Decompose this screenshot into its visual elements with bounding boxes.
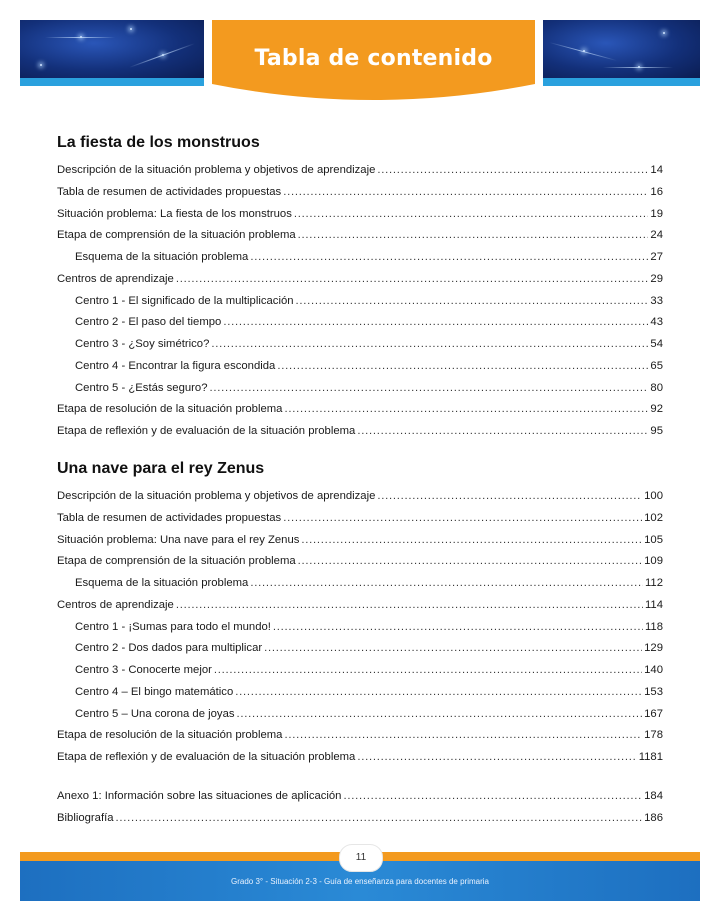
toc-entry-page: 167 xyxy=(644,707,663,720)
toc-entry[interactable] xyxy=(57,356,663,378)
toc-leader-dots xyxy=(210,378,649,400)
toc-entry[interactable] xyxy=(57,486,663,508)
toc-entry-page: 43 xyxy=(650,316,663,329)
header-decor-right xyxy=(543,20,700,78)
toc-leader-dots xyxy=(284,399,648,421)
toc-entry-label: Esquema de la situación problema xyxy=(75,577,249,589)
toc-entry[interactable] xyxy=(57,378,663,400)
toc-entry-page: 186 xyxy=(644,811,663,824)
toc-leader-dots xyxy=(277,356,648,378)
toc-entry-label: Centro 5 – Una corona de joyas xyxy=(75,707,235,720)
toc-entry[interactable] xyxy=(57,595,663,617)
toc-entry-page: 27 xyxy=(650,251,663,263)
toc-entry-label: Situación problema: La fiesta de los monstruos xyxy=(57,207,292,220)
toc-leader-dots xyxy=(343,786,642,808)
toc-entry-label: Centro 2 - Dos dados para multiplicar xyxy=(75,642,263,655)
toc-entry-label: Centros de aprendizaje xyxy=(57,598,174,611)
toc-entry-label: Etapa de reflexión y de evaluación de la situación problema xyxy=(57,425,356,437)
page-title: Tabla de contenido xyxy=(254,46,493,71)
section-title: La fiesta de los monstruos xyxy=(57,134,260,151)
toc-entry[interactable] xyxy=(57,660,663,682)
toc-entry-label: Centro 1 - ¡Sumas para todo el mundo! xyxy=(75,620,271,633)
toc-entry[interactable] xyxy=(57,312,663,334)
toc-entry[interactable] xyxy=(57,573,663,595)
toc-entry-label: Etapa de comprensión de la situación problema xyxy=(57,229,296,242)
header-stripe-left xyxy=(20,78,204,86)
footer-text: Grado 3° - Situación 2-3 - Guía de enseñanza para docentes de primaria xyxy=(230,877,489,886)
toc-entry-page: 129 xyxy=(644,642,663,655)
toc-leader-dots xyxy=(176,595,643,617)
toc-entry-label: Centro 2 - El paso del tiempo xyxy=(75,316,222,329)
toc-entry-page: 92 xyxy=(650,403,663,416)
toc-entry[interactable] xyxy=(57,786,663,808)
toc-entry-page: 140 xyxy=(644,664,663,676)
toc-leader-dots xyxy=(273,617,643,639)
title-tab xyxy=(200,20,547,114)
toc-entry-label: Descripción de la situación problema y objetivos de aprendizaje xyxy=(57,164,376,176)
toc-section-appendix xyxy=(57,786,663,830)
toc-entry-page: 184 xyxy=(644,790,663,802)
toc-entry-page: 112 xyxy=(644,577,663,589)
header-decor-left xyxy=(20,20,204,78)
toc-entry[interactable] xyxy=(57,421,663,443)
toc-entry-label: Centro 4 - Encontrar la figura escondida xyxy=(75,359,276,372)
toc-entry-page: 80 xyxy=(650,381,663,394)
toc-entry-label: Centro 4 – El bingo matemático xyxy=(75,685,234,698)
toc-leader-dots xyxy=(214,660,642,682)
toc-entry[interactable] xyxy=(57,508,663,530)
toc-leader-dots xyxy=(294,204,649,226)
toc-entry-page: 65 xyxy=(650,359,663,372)
toc-entry-page: 33 xyxy=(650,294,663,307)
toc-entry[interactable] xyxy=(57,617,663,639)
toc-entry[interactable] xyxy=(57,638,663,660)
toc-entry-page: 24 xyxy=(650,229,663,242)
toc-leader-dots xyxy=(284,725,642,747)
toc-entry[interactable] xyxy=(57,160,663,182)
toc-entry[interactable] xyxy=(57,725,663,747)
toc-section-zenus xyxy=(57,457,663,769)
toc-entry-label: Situación problema: Una nave para el rey Zenus xyxy=(57,533,300,546)
toc-entry-label: Bibliografía xyxy=(57,811,114,824)
toc-entry[interactable] xyxy=(57,399,663,421)
toc-entry-page: 14 xyxy=(650,164,663,176)
toc-leader-dots xyxy=(377,486,642,508)
toc-entry-label: Etapa de reflexión y de evaluación de la situación problema xyxy=(57,751,356,763)
toc-entry[interactable] xyxy=(57,704,663,726)
toc-entry-page: 153 xyxy=(644,685,663,698)
toc-leader-dots xyxy=(298,551,643,573)
toc-leader-dots xyxy=(298,225,649,247)
toc-entry-label: Centro 3 - Conocerte mejor xyxy=(75,664,212,676)
header-stripe-right xyxy=(543,78,700,86)
toc-leader-dots xyxy=(223,312,648,334)
toc-entry[interactable] xyxy=(57,269,663,291)
toc-entry-label: Tabla de resumen de actividades propuestas xyxy=(57,511,282,524)
toc-leader-dots xyxy=(176,269,649,291)
toc-entry-page: 105 xyxy=(644,533,663,546)
toc-entry-page: 19 xyxy=(650,207,663,220)
toc-leader-dots xyxy=(235,682,642,704)
toc-entry[interactable] xyxy=(57,247,663,269)
toc-entry-label: Centro 5 - ¿Estás seguro? xyxy=(75,381,208,394)
toc-entry[interactable] xyxy=(57,182,663,204)
toc-entry-page: 16 xyxy=(650,185,663,198)
toc-leader-dots xyxy=(250,247,648,269)
toc-leader-dots xyxy=(264,638,642,660)
toc-entry-label: Etapa de resolución de la situación problema xyxy=(57,403,283,416)
toc-leader-dots xyxy=(357,747,636,769)
toc-entry-label: Descripción de la situación problema y objetivos de aprendizaje xyxy=(57,490,376,502)
toc-leader-dots xyxy=(357,421,648,443)
toc-leader-dots xyxy=(211,334,648,356)
toc-entry-label: Esquema de la situación problema xyxy=(75,251,249,263)
toc-entry-page: 114 xyxy=(644,598,663,611)
toc-list xyxy=(57,160,663,443)
toc-entry[interactable] xyxy=(57,334,663,356)
toc-entry-page: 29 xyxy=(650,272,663,285)
toc-entry-label: Centros de aprendizaje xyxy=(57,272,174,285)
toc-entry-page: 95 xyxy=(650,425,663,437)
toc-leader-dots xyxy=(377,160,648,182)
toc-leader-dots xyxy=(283,508,642,530)
toc-list xyxy=(57,786,663,830)
toc-entry[interactable] xyxy=(57,682,663,704)
toc-section-monstruos xyxy=(57,131,663,443)
toc-entry-page: 109 xyxy=(644,555,663,568)
toc-entry[interactable] xyxy=(57,291,663,313)
toc-leader-dots xyxy=(283,182,648,204)
toc-leader-dots xyxy=(301,530,642,552)
toc-entry[interactable] xyxy=(57,225,663,247)
section-title: Una nave para el rey Zenus xyxy=(57,460,265,477)
toc-leader-dots xyxy=(116,808,643,830)
toc-entry[interactable] xyxy=(57,551,663,573)
toc-entry-label: Etapa de comprensión de la situación problema xyxy=(57,555,296,568)
toc-entry-label: Centro 1 - El significado de la multiplicación xyxy=(75,294,294,307)
toc-entry-page: 1181 xyxy=(638,751,663,763)
toc-entry[interactable] xyxy=(57,530,663,552)
toc-entry-label: Tabla de resumen de actividades propuestas xyxy=(57,185,282,198)
toc-leader-dots xyxy=(296,291,649,313)
toc-entry-page: 54 xyxy=(650,338,663,350)
toc-leader-dots xyxy=(250,573,643,595)
toc-entry[interactable] xyxy=(57,808,663,830)
toc-entry-page: 100 xyxy=(644,490,663,502)
toc-leader-dots xyxy=(237,704,643,726)
toc-entry-label: Anexo 1: Información sobre las situaciones de aplicación xyxy=(57,790,342,802)
toc-list xyxy=(57,486,663,769)
toc-entry-page: 118 xyxy=(644,620,663,633)
toc-entry-page: 102 xyxy=(644,511,663,524)
toc-entry[interactable] xyxy=(57,204,663,226)
toc-entry-label: Centro 3 - ¿Soy simétrico? xyxy=(75,338,210,350)
toc-entry-label: Etapa de resolución de la situación problema xyxy=(57,729,283,742)
page-number-badge: 11 xyxy=(339,844,383,872)
toc-entry[interactable] xyxy=(57,747,663,769)
toc-entry-page: 178 xyxy=(644,729,663,742)
